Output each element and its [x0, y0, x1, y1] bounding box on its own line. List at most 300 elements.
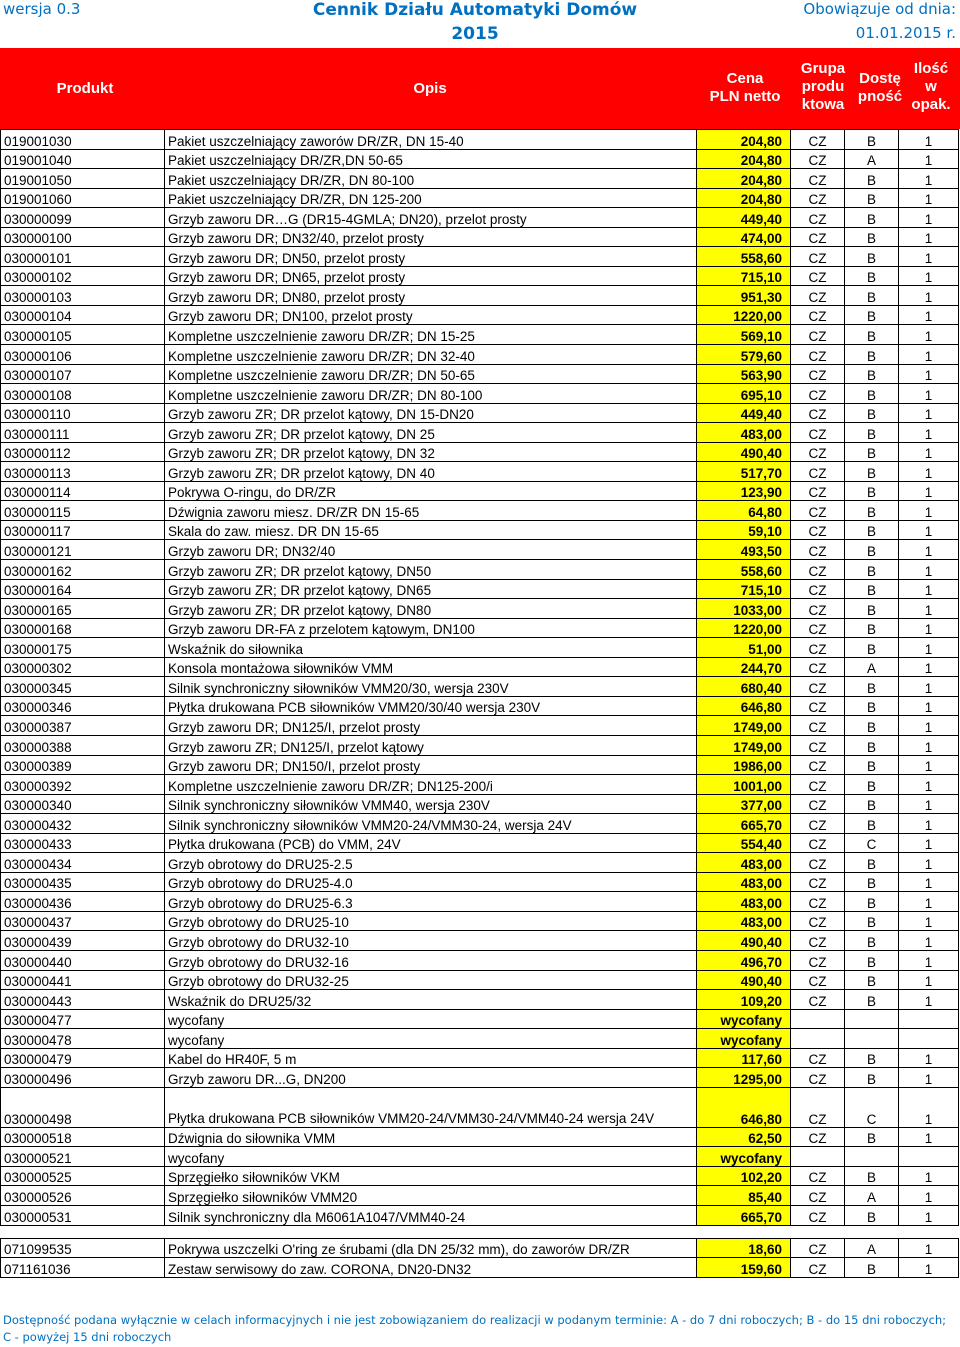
- product-group-cell: CZ: [791, 540, 845, 560]
- product-group-cell: [791, 1147, 845, 1167]
- product-group-cell: CZ: [791, 1258, 845, 1278]
- table-row: [1, 872, 959, 892]
- table-row: [1, 950, 959, 970]
- table-row: [1, 481, 959, 501]
- product-code-cell: 030000518: [1, 1127, 165, 1147]
- table-spacer-row: [1, 1225, 959, 1238]
- package-quantity-cell: 1: [899, 872, 959, 892]
- table-row: [1, 247, 959, 267]
- package-quantity-cell: 1: [899, 599, 959, 619]
- price-cell: 449,40: [697, 208, 791, 228]
- product-code-cell: 019001030: [1, 130, 165, 150]
- product-code-cell: 030000345: [1, 677, 165, 697]
- availability-cell: B: [845, 990, 899, 1010]
- package-quantity-cell: 1: [899, 345, 959, 365]
- availability-cell: B: [845, 579, 899, 599]
- table-row: [1, 696, 959, 716]
- product-group-cell: CZ: [791, 520, 845, 540]
- package-quantity-cell: 1: [899, 540, 959, 560]
- table-row: [1, 794, 959, 814]
- table-row: [1, 227, 959, 247]
- table-row: [1, 149, 959, 169]
- package-quantity-cell: 1: [899, 1205, 959, 1225]
- availability-cell: B: [845, 755, 899, 775]
- table-row: [1, 911, 959, 931]
- description-cell: Grzyb zaworu ZR; DR przelot kątowy, DN 15-DN20: [165, 403, 697, 423]
- table-row: [1, 520, 959, 540]
- product-group-cell: CZ: [791, 990, 845, 1010]
- product-code-cell: 030000114: [1, 481, 165, 501]
- availability-cell: B: [845, 911, 899, 931]
- price-cell: 695,10: [697, 384, 791, 404]
- price-cell: 204,80: [697, 149, 791, 169]
- availability-cell: A: [845, 1238, 899, 1258]
- package-quantity-cell: 1: [899, 208, 959, 228]
- description-cell: Grzyb zaworu DR; DN150/I, przelot prosty: [165, 755, 697, 775]
- availability-cell: B: [845, 1068, 899, 1088]
- description-cell: Grzyb obrotowy do DRU25-4.0: [165, 872, 697, 892]
- description-cell: Płytka drukowana (PCB) do VMM, 24V: [165, 833, 697, 853]
- table-row: [1, 169, 959, 189]
- package-quantity-cell: 1: [899, 403, 959, 423]
- description-cell: Kompletne uszczelnienie zaworu DR/ZR; DN125-200/i: [165, 775, 697, 795]
- price-cell: 680,40: [697, 677, 791, 697]
- availability-cell: B: [845, 208, 899, 228]
- table-row: [1, 208, 959, 228]
- description-cell: wycofany: [165, 1147, 697, 1167]
- product-group-cell: CZ: [791, 364, 845, 384]
- product-group-cell: CZ: [791, 892, 845, 912]
- price-cell: 558,60: [697, 560, 791, 580]
- product-code-cell: 030000302: [1, 657, 165, 677]
- validity-label: Obowiązuje od dnia:: [803, 0, 956, 18]
- table-row: [1, 1087, 959, 1127]
- description-cell: Grzyb zaworu ZR; DR przelot kątowy, DN50: [165, 560, 697, 580]
- price-cell: wycofany: [697, 1029, 791, 1049]
- product-group-cell: CZ: [791, 208, 845, 228]
- price-cell: 517,70: [697, 462, 791, 482]
- price-cell: 117,60: [697, 1048, 791, 1068]
- description-cell: Grzyb zaworu ZR; DR przelot kątowy, DN 40: [165, 462, 697, 482]
- price-cell: 377,00: [697, 794, 791, 814]
- product-code-cell: 030000479: [1, 1048, 165, 1068]
- product-code-cell: 030000526: [1, 1186, 165, 1206]
- package-quantity-cell: 1: [899, 696, 959, 716]
- description-cell: Grzyb obrotowy do DRU32-25: [165, 970, 697, 990]
- availability-cell: B: [845, 716, 899, 736]
- price-cell: 493,50: [697, 540, 791, 560]
- availability-cell: B: [845, 462, 899, 482]
- price-cell: wycofany: [697, 1009, 791, 1029]
- availability-cell: B: [845, 618, 899, 638]
- table-row: [1, 442, 959, 462]
- table-row: [1, 1127, 959, 1147]
- table-row: [1, 579, 959, 599]
- availability-cell: B: [845, 247, 899, 267]
- price-cell: 1033,00: [697, 599, 791, 619]
- product-code-cell: 030000477: [1, 1009, 165, 1029]
- product-group-cell: CZ: [791, 442, 845, 462]
- product-code-cell: 030000117: [1, 520, 165, 540]
- availability-cell: B: [845, 423, 899, 443]
- product-code-cell: 030000103: [1, 286, 165, 306]
- availability-cell: B: [845, 853, 899, 873]
- description-cell: Grzyb zaworu ZR; DN125/I, przelot kątowy: [165, 735, 697, 755]
- description-cell: Sprzęgiełko siłowników VMM20: [165, 1186, 697, 1206]
- product-group-cell: CZ: [791, 735, 845, 755]
- price-cell: 665,70: [697, 1205, 791, 1225]
- product-code-cell: 030000433: [1, 833, 165, 853]
- product-group-cell: CZ: [791, 853, 845, 873]
- table-row: [1, 305, 959, 325]
- availability-cell: B: [845, 950, 899, 970]
- package-quantity-cell: 1: [899, 950, 959, 970]
- description-cell: Grzyb zaworu ZR; DR przelot kątowy, DN 32: [165, 442, 697, 462]
- description-cell: Grzyb zaworu DR; DN65, przelot prosty: [165, 266, 697, 286]
- product-group-cell: CZ: [791, 1238, 845, 1258]
- product-code-cell: 071099535: [1, 1238, 165, 1258]
- price-cell: 483,00: [697, 853, 791, 873]
- description-cell: Wskaźnik do DRU25/32: [165, 990, 697, 1010]
- availability-cell: [845, 1009, 899, 1029]
- product-group-cell: CZ: [791, 188, 845, 208]
- product-group-cell: CZ: [791, 227, 845, 247]
- package-quantity-cell: 1: [899, 716, 959, 736]
- product-group-cell: CZ: [791, 618, 845, 638]
- table-row: [1, 462, 959, 482]
- package-quantity-cell: 1: [899, 501, 959, 521]
- package-quantity-cell: [899, 1147, 959, 1167]
- price-cell: 490,40: [697, 442, 791, 462]
- package-quantity-cell: 1: [899, 149, 959, 169]
- product-code-cell: 030000434: [1, 853, 165, 873]
- product-code-cell: 030000521: [1, 1147, 165, 1167]
- package-quantity-cell: 1: [899, 1166, 959, 1186]
- availability-cell: B: [845, 442, 899, 462]
- column-header-quantity-line3: opak.: [911, 96, 951, 113]
- table-row: [1, 775, 959, 795]
- availability-cell: B: [845, 1205, 899, 1225]
- availability-cell: B: [845, 227, 899, 247]
- table-row: [1, 931, 959, 951]
- description-cell: Grzyb obrotowy do DRU32-16: [165, 950, 697, 970]
- description-cell: Grzyb zaworu DR; DN32/40: [165, 540, 697, 560]
- product-group-cell: CZ: [791, 1186, 845, 1206]
- column-header-product: Produkt: [56, 80, 114, 97]
- price-cell: 554,40: [697, 833, 791, 853]
- table-row: [1, 677, 959, 697]
- product-code-cell: 030000175: [1, 638, 165, 658]
- product-code-cell: 030000498: [1, 1087, 165, 1127]
- product-group-cell: CZ: [791, 638, 845, 658]
- package-quantity-cell: 1: [899, 520, 959, 540]
- package-quantity-cell: 1: [899, 169, 959, 189]
- availability-cell: C: [845, 833, 899, 853]
- package-quantity-cell: 1: [899, 579, 959, 599]
- product-code-cell: 030000100: [1, 227, 165, 247]
- availability-cell: B: [845, 1127, 899, 1147]
- description-cell: Grzyb zaworu DR; DN100, przelot prosty: [165, 305, 697, 325]
- price-cell: 563,90: [697, 364, 791, 384]
- column-header-description: Opis: [413, 80, 447, 97]
- product-group-cell: CZ: [791, 423, 845, 443]
- package-quantity-cell: 1: [899, 990, 959, 1010]
- description-cell: Zestaw serwisowy do zaw. CORONA, DN20-DN32: [165, 1258, 697, 1278]
- availability-cell: B: [845, 325, 899, 345]
- description-cell: Kompletne uszczelnienie zaworu DR/ZR; DN 32-40: [165, 345, 697, 365]
- table-row: [1, 990, 959, 1010]
- product-group-cell: CZ: [791, 481, 845, 501]
- availability-cell: B: [845, 892, 899, 912]
- price-cell: 109,20: [697, 990, 791, 1010]
- table-row: [1, 540, 959, 560]
- product-group-cell: CZ: [791, 872, 845, 892]
- table-row: [1, 188, 959, 208]
- price-cell: 85,40: [697, 1186, 791, 1206]
- table-row: [1, 423, 959, 443]
- availability-cell: B: [845, 560, 899, 580]
- product-code-cell: 030000440: [1, 950, 165, 970]
- price-cell: 474,00: [697, 227, 791, 247]
- table-row: [1, 1068, 959, 1088]
- product-code-cell: 030000099: [1, 208, 165, 228]
- product-group-cell: CZ: [791, 755, 845, 775]
- price-cell: 64,80: [697, 501, 791, 521]
- description-cell: Konsola montażowa siłowników VMM: [165, 657, 697, 677]
- description-cell: Silnik synchroniczny dla M6061A1047/VMM40-24: [165, 1205, 697, 1225]
- table-row: [1, 130, 959, 150]
- table-row: [1, 403, 959, 423]
- product-code-cell: 030000102: [1, 266, 165, 286]
- table-row: [1, 657, 959, 677]
- product-group-cell: CZ: [791, 677, 845, 697]
- availability-cell: B: [845, 775, 899, 795]
- product-group-cell: CZ: [791, 1048, 845, 1068]
- table-row: [1, 892, 959, 912]
- package-quantity-cell: 1: [899, 794, 959, 814]
- product-code-cell: 030000435: [1, 872, 165, 892]
- table-row: [1, 384, 959, 404]
- package-quantity-cell: 1: [899, 325, 959, 345]
- column-header-group-line1: Grupa: [800, 60, 846, 77]
- product-code-cell: 019001040: [1, 149, 165, 169]
- table-row: [1, 501, 959, 521]
- package-quantity-cell: 1: [899, 1258, 959, 1278]
- availability-cell: B: [845, 931, 899, 951]
- product-group-cell: CZ: [791, 286, 845, 306]
- table-row: [1, 1186, 959, 1206]
- availability-cell: A: [845, 1186, 899, 1206]
- price-cell: 51,00: [697, 638, 791, 658]
- package-quantity-cell: 1: [899, 442, 959, 462]
- product-code-cell: 030000104: [1, 305, 165, 325]
- table-row: [1, 814, 959, 834]
- price-cell: 18,60: [697, 1238, 791, 1258]
- description-cell: Grzyb zaworu DR; DN80, przelot prosty: [165, 286, 697, 306]
- package-quantity-cell: 1: [899, 735, 959, 755]
- description-cell: Grzyb zaworu DR…G (DR15-4GMLA; DN20), przelot prosty: [165, 208, 697, 228]
- description-cell: Pakiet uszczelniający DR/ZR, DN 125-200: [165, 188, 697, 208]
- table-row: [1, 833, 959, 853]
- column-header-group-line3: ktowa: [801, 96, 845, 113]
- table-row: [1, 560, 959, 580]
- description-cell: Pakiet uszczelniający zaworów DR/ZR, DN 15-40: [165, 130, 697, 150]
- package-quantity-cell: 1: [899, 911, 959, 931]
- price-cell: 1001,00: [697, 775, 791, 795]
- table-row: [1, 1166, 959, 1186]
- product-code-cell: 030000164: [1, 579, 165, 599]
- availability-cell: [845, 1029, 899, 1049]
- product-group-cell: CZ: [791, 384, 845, 404]
- availability-cell: B: [845, 638, 899, 658]
- table-row: [1, 1029, 959, 1049]
- package-quantity-cell: 1: [899, 814, 959, 834]
- document-title: Cennik Działu Automatyki Domów: [312, 0, 638, 20]
- availability-footnote: Dostępność podana wyłącznie w celach informacyjnych i nie jest zobowiązaniem do realizacji w podanym terminie: A - do 7 dni roboczych; B - do 15 dni roboczych; C - powyżej 15 dni roboczych: [3, 1313, 947, 1344]
- description-cell: Kabel do HR40F, 5 m: [165, 1048, 697, 1068]
- product-code-cell: 030000340: [1, 794, 165, 814]
- product-group-cell: CZ: [791, 345, 845, 365]
- product-code-cell: 071161036: [1, 1258, 165, 1278]
- availability-cell: B: [845, 696, 899, 716]
- description-cell: Pakiet uszczelniający DR/ZR, DN 80-100: [165, 169, 697, 189]
- package-quantity-cell: 1: [899, 286, 959, 306]
- table-row: [1, 618, 959, 638]
- product-code-cell: 030000107: [1, 364, 165, 384]
- price-cell: 62,50: [697, 1127, 791, 1147]
- package-quantity-cell: 1: [899, 657, 959, 677]
- package-quantity-cell: 1: [899, 1186, 959, 1206]
- package-quantity-cell: 1: [899, 384, 959, 404]
- price-cell: 59,10: [697, 520, 791, 540]
- product-group-cell: [791, 1009, 845, 1029]
- description-cell: Grzyb obrotowy do DRU32-10: [165, 931, 697, 951]
- description-cell: Płytka drukowana PCB siłowników VMM20/30/40 wersja 230V: [165, 696, 697, 716]
- price-cell: 1295,00: [697, 1068, 791, 1088]
- table-row: [1, 970, 959, 990]
- package-quantity-cell: 1: [899, 970, 959, 990]
- product-group-cell: CZ: [791, 130, 845, 150]
- availability-cell: B: [845, 872, 899, 892]
- price-cell: 204,80: [697, 169, 791, 189]
- price-cell: 715,10: [697, 579, 791, 599]
- package-quantity-cell: 1: [899, 247, 959, 267]
- product-code-cell: 030000111: [1, 423, 165, 443]
- package-quantity-cell: 1: [899, 1087, 959, 1127]
- package-quantity-cell: 1: [899, 833, 959, 853]
- product-group-cell: CZ: [791, 794, 845, 814]
- price-cell: 1986,00: [697, 755, 791, 775]
- column-header-bar: [0, 48, 960, 129]
- product-code-cell: 030000531: [1, 1205, 165, 1225]
- availability-cell: B: [845, 481, 899, 501]
- price-cell: 665,70: [697, 814, 791, 834]
- availability-cell: B: [845, 540, 899, 560]
- table-row: [1, 345, 959, 365]
- availability-cell: A: [845, 149, 899, 169]
- description-cell: wycofany: [165, 1029, 697, 1049]
- price-cell: 483,00: [697, 423, 791, 443]
- availability-cell: B: [845, 735, 899, 755]
- product-code-cell: 030000168: [1, 618, 165, 638]
- product-group-cell: CZ: [791, 247, 845, 267]
- package-quantity-cell: 1: [899, 775, 959, 795]
- package-quantity-cell: 1: [899, 1127, 959, 1147]
- package-quantity-cell: 1: [899, 462, 959, 482]
- price-cell: 204,80: [697, 130, 791, 150]
- package-quantity-cell: 1: [899, 1068, 959, 1088]
- product-group-cell: CZ: [791, 950, 845, 970]
- table-row: [1, 266, 959, 286]
- product-code-cell: 019001060: [1, 188, 165, 208]
- package-quantity-cell: 1: [899, 130, 959, 150]
- product-group-cell: [791, 1029, 845, 1049]
- product-code-cell: 030000443: [1, 990, 165, 1010]
- package-quantity-cell: 1: [899, 892, 959, 912]
- column-header-price: [690, 70, 800, 106]
- description-cell: Kompletne uszczelnienie zaworu DR/ZR; DN 15-25: [165, 325, 697, 345]
- description-cell: Grzyb zaworu ZR; DR przelot kątowy, DN80: [165, 599, 697, 619]
- product-group-cell: CZ: [791, 579, 845, 599]
- table-row: [1, 1009, 959, 1029]
- availability-cell: B: [845, 1258, 899, 1278]
- product-code-cell: 030000108: [1, 384, 165, 404]
- price-cell: 951,30: [697, 286, 791, 306]
- table-row: [1, 364, 959, 384]
- product-code-cell: 030000432: [1, 814, 165, 834]
- package-quantity-cell: 1: [899, 364, 959, 384]
- product-code-cell: 030000121: [1, 540, 165, 560]
- description-cell: Grzyb zaworu ZR; DR przelot kątowy, DN 25: [165, 423, 697, 443]
- column-header-quantity-line2: w: [925, 78, 937, 95]
- table-row: [1, 755, 959, 775]
- availability-cell: B: [845, 403, 899, 423]
- description-cell: Silnik synchroniczny siłowników VMM20/30, wersja 230V: [165, 677, 697, 697]
- availability-cell: C: [845, 1087, 899, 1127]
- description-cell: Wskaźnik do siłownika: [165, 638, 697, 658]
- package-quantity-cell: [899, 1029, 959, 1049]
- column-header-group-line2: produ: [801, 78, 845, 95]
- column-header-availability-line1: Dostę: [859, 70, 901, 87]
- column-header-quantity-line1: Ilość: [913, 60, 949, 77]
- product-code-cell: 030000389: [1, 755, 165, 775]
- product-group-cell: CZ: [791, 1205, 845, 1225]
- product-group-cell: CZ: [791, 599, 845, 619]
- product-group-cell: CZ: [791, 775, 845, 795]
- product-group-cell: CZ: [791, 169, 845, 189]
- product-code-cell: 030000392: [1, 775, 165, 795]
- package-quantity-cell: 1: [899, 266, 959, 286]
- product-code-cell: 030000525: [1, 1166, 165, 1186]
- package-quantity-cell: 1: [899, 638, 959, 658]
- product-group-cell: CZ: [791, 931, 845, 951]
- column-header-availability: [850, 70, 910, 106]
- description-cell: Sprzęgiełko siłowników VKM: [165, 1166, 697, 1186]
- product-group-cell: CZ: [791, 501, 845, 521]
- description-cell: Grzyb obrotowy do DRU25-10: [165, 911, 697, 931]
- product-code-cell: 030000346: [1, 696, 165, 716]
- availability-cell: A: [845, 657, 899, 677]
- table-row: [1, 286, 959, 306]
- description-cell: Pokrywa uszczelki O'ring ze śrubami (dla DN 25/32 mm), do zaworów DR/ZR: [165, 1238, 697, 1258]
- product-group-cell: CZ: [791, 1127, 845, 1147]
- price-cell: 204,80: [697, 188, 791, 208]
- table-row: [1, 735, 959, 755]
- package-quantity-cell: [899, 1009, 959, 1029]
- product-code-cell: 030000441: [1, 970, 165, 990]
- availability-cell: B: [845, 1166, 899, 1186]
- price-cell: 715,10: [697, 266, 791, 286]
